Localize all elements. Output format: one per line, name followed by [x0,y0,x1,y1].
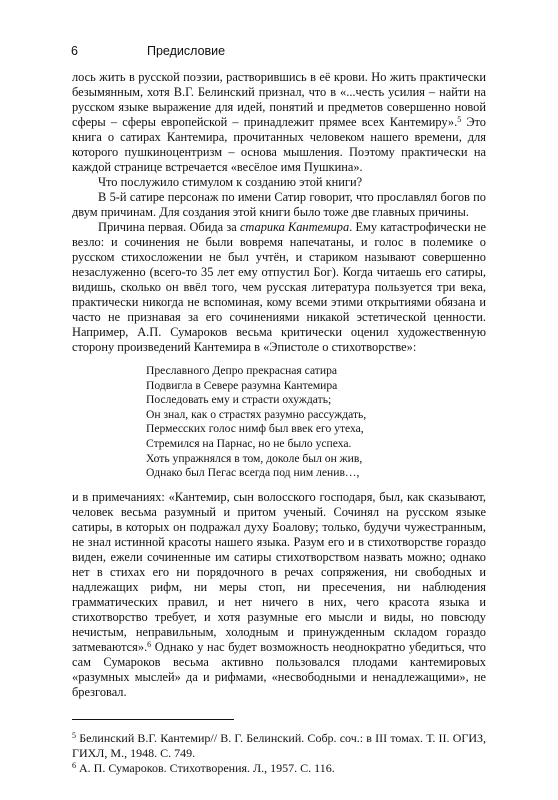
footnote-ref-6[interactable]: 6 [147,639,152,649]
footnote-mark: 6 [72,761,76,770]
paragraph-3: В 5-й сатире персонаж по имени Сатир говорит, что прославлял богов по двум причинам. Для создания этой книги было тоже две главных причины. [72,190,486,219]
poem-line: Преславного Депро прекрасная сатира [146,364,338,377]
page-header [70,44,490,60]
main-text [72,70,486,700]
poem-line: Подвигла в Севере разумна Кантемира [146,378,338,392]
footnote-6: $^6$ А. П. Сумароков. Стихотворения. Л., 1957. С. 116. [72,761,335,775]
footnote-mark: 5 [72,731,76,740]
page-number: 6 [71,44,78,58]
paragraph-1: лось жить в русской поэзии, растворившись в её крови. Но жить практически безымянным, хотя В.Г. Белинский признал, что в «...честь усилия – найти на русском языке выражение для идей, понятий и предметов совершенно новой сферы – сферы европейской – принадлежит прямее всех Кантемиру».$^5$ Это книга о сатирах Кантемира, прочитанных человеком нашего времени, для которого пушкиноцентризм – основа мышления. Поэтому практически на каждой странице встречается «весёлое имя Пушкина». [72,70,486,174]
paragraph-2: Что послужило стимулом к созданию этой книги? [98,175,363,189]
emphasis-old-kantemir: старика Кантемира [239,220,350,234]
poem-line: Он знал, как о страстях разумно рассуждать, [146,407,367,421]
footnote-divider [72,719,234,720]
paragraph-4: Причина первая. Обида за старика Кантемира. Ему катастрофически не везло: и сочинения не были вовремя напечатаны, и голос в полемике о русском стихосложении не был учтён, и стариком называют совершенно незаслуженно (всего-то 35 лет ему отпустил Бог). Когда читаешь его сатиры, видишь, сколько он ввёл того, чем русская литература пользуется три века, практически никогда не вспоминая, кому всеми этими открытиями обязана и часто не признавая за его сочинениями никакой эстетической ценности. Например, А.П. Сумароков весьма критически оценил художественную сторону произведений Кантемира в «Эпистоле о стихотворстве»: [72,220,486,354]
poem-line: Однако был Пегас всегда под ним ленив…, [146,466,360,480]
poem-line: Последовать ему и страсти охуждать; [146,393,332,407]
footnote-ref-5[interactable]: 5 [457,115,462,124]
poem-line: Стремился на Парнас, но не было успеха. [146,436,352,450]
poem-quote [146,364,486,481]
poem-line: Хоть упражнялся в том, доколе был он жив, [146,451,363,465]
footnotes [72,731,486,776]
poem-line: Пермесских голос нимф был ввек его утеха, [146,422,364,436]
footnote-5: $^5$ Белинский В.Г. Кантемир// В. Г. Белинский. Собр. соч.: в III томах. Т. II. ОГИЗ, ГИХЛ, М., 1948. С. 749. [72,731,486,760]
paragraph-5: и в примечаниях: «Кантемир, сын волосского господаря, был, как сказывают, человек весьма разумный и притом ученый. Сочинял на русском языке сатиры, в которых он подражал духу Боалову; только, будучи чужестранным, не знал истинной красоты нашего языка. Разум его и в стихотворстве гораздо виден, ежели сочиненные им сатиры стихотворством назвать можно; однако нет в стихах его ни порядочного в речах сопряжения, ни свободных и надлежащих рифм, ни меры стоп, ни пресечения, ни наблюдения грамматических правил, и нет ничего в них, чего красота языка и стихотворство требует, и хотя разумные его мысли и виды, но повсюду нечистым, неправильным, холодным и принужденным складом гораздо затмеваются».$^6$ Однако у нас будет возможность неоднократно убедиться, что сам Сумароков весьма активно пользовался плодами кантемировых «разумных мыслей» да и рифмами, «несвободными и ненадлежащими», не брезговал. [72,489,486,699]
running-title: Предисловие [147,44,226,58]
